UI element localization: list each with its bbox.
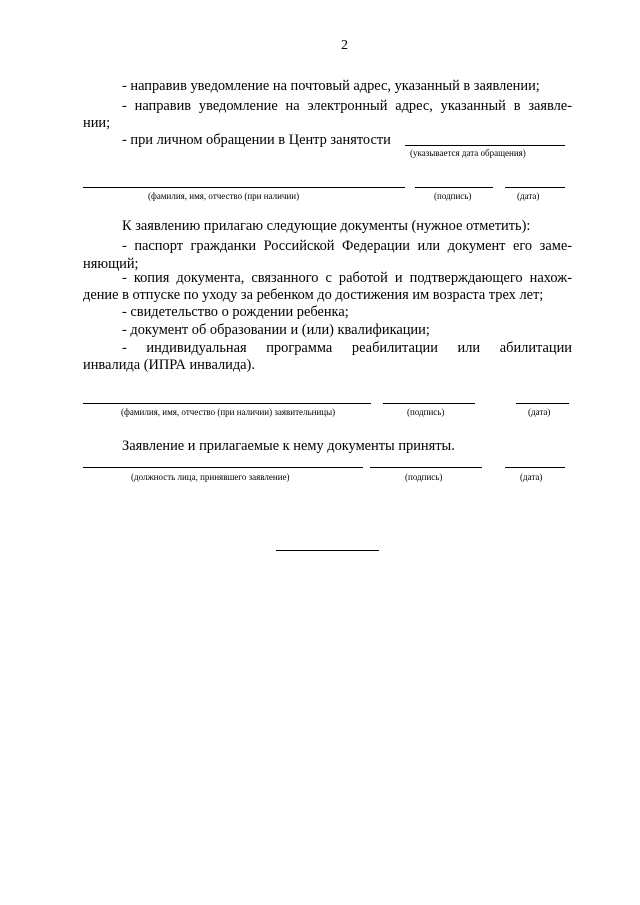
attachment-ipra-line2: инвалида (ИПРА инвалида). [83, 357, 255, 373]
full-name-line-1 [83, 187, 405, 188]
date-caption-3: (дата) [520, 472, 543, 482]
signature-caption-2: (подпись) [407, 407, 445, 417]
attachment-passport-line1: - паспорт гражданки Российской Федерации или документ его заме- [122, 238, 572, 254]
date-caption-2: (дата) [528, 407, 551, 417]
attachment-employment-line2: дение в отпуске по уходу за ребенком до достижения им возраста трех лет; [83, 287, 544, 303]
acceptance-statement: Заявление и прилагаемые к нему документы приняты. [122, 438, 455, 454]
attachment-birth-certificate: - свидетельство о рождении ребенка; [122, 304, 349, 320]
notify-in-person: - при личном обращении в Центр занятости [122, 132, 391, 148]
notify-postal: - направив уведомление на почтовый адрес, указанный в заявлении; [122, 78, 540, 94]
full-name-caption-2: (фамилия, имя, отчество (при наличии) заявительницы) [121, 407, 336, 417]
full-name-caption-1: (фамилия, имя, отчество (при наличии) [148, 191, 300, 201]
notify-email-line1: - направив уведомление на электронный адрес, указанный в заявле- [122, 98, 572, 114]
attachment-passport-line2: няющий; [83, 256, 139, 272]
attachment-ipra-line1: - индивидуальная программа реабилитации или абилитации [122, 340, 572, 356]
date-line-3 [505, 467, 565, 468]
date-line-1 [505, 187, 565, 188]
signature-line-1 [415, 187, 493, 188]
signature-line-2 [383, 403, 475, 404]
official-position-caption: (должность лица, принявшего заявление) [131, 472, 290, 482]
attachment-education: - документ об образовании и (или) квалификации; [122, 322, 430, 338]
date-caption-1: (дата) [517, 191, 540, 201]
notify-email-line2: нии; [83, 115, 111, 131]
attachment-employment-line1: - копия документа, связанного с работой и подтверждающего нахож- [122, 270, 572, 286]
signature-caption-1: (подпись) [434, 191, 472, 201]
signature-line-3 [370, 467, 482, 468]
date-of-visit-line [405, 145, 565, 146]
date-line-2 [516, 403, 569, 404]
page-number: 2 [341, 38, 348, 53]
attachments-intro: К заявлению прилагаю следующие документы (нужное отметить): [122, 218, 531, 234]
official-position-line [83, 467, 363, 468]
end-of-document-rule [276, 550, 379, 551]
signature-caption-3: (подпись) [405, 472, 443, 482]
full-name-line-2 [83, 403, 371, 404]
date-of-visit-caption: (указывается дата обращения) [410, 148, 526, 158]
